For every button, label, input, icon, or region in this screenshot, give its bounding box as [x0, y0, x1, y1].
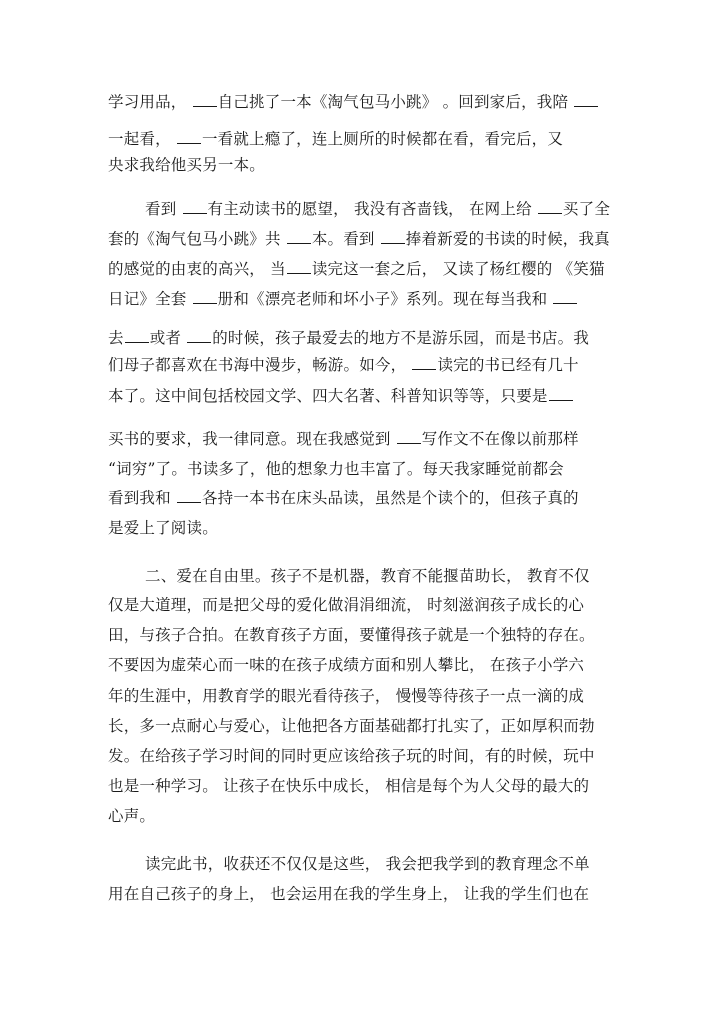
text-line: [108, 259, 605, 279]
fill-in-blank: [193, 92, 217, 107]
text-line: [108, 776, 589, 796]
text-segment: 央求我给他买另一本。: [108, 156, 266, 174]
text-segment: 本了。这中间包括校园文学、四大名著、科普知识等等，只要是: [108, 387, 548, 405]
fill-in-blank: [187, 328, 211, 343]
text-line: [108, 129, 563, 149]
text-segment: 看到: [145, 200, 182, 218]
text-segment: 或者: [149, 329, 187, 347]
text-line: [108, 625, 595, 645]
fill-in-blank: [287, 229, 311, 244]
text-line: [145, 854, 590, 874]
text-segment: 册和《漂亮老师和坏小子》系列。现在每当我和: [217, 290, 553, 308]
text-line: [108, 806, 155, 826]
text-segment: 买了全: [562, 200, 611, 218]
fill-in-blank: [177, 488, 201, 503]
text-segment: 一起看，: [108, 130, 176, 148]
text-line: [108, 459, 564, 479]
text-line: [108, 328, 589, 348]
text-segment: 学习用品，: [108, 93, 192, 111]
text-segment: 各持一本书在床头品读，虽然是个读个的，但孩子真的: [201, 489, 579, 507]
text-line: [145, 566, 590, 586]
text-segment: 读完这一套之后， 又读了杨红樱的 《笑猫: [311, 260, 605, 278]
text-segment: 捧着新爱的书读的时候，我真: [405, 230, 610, 248]
text-segment: 们母子都喜欢在书海中漫步，畅游。如今，: [108, 356, 412, 374]
text-line: [108, 884, 589, 904]
text-segment: 套的《淘气包马小跳》共: [108, 230, 286, 248]
text-line: [108, 289, 578, 309]
text-line: [108, 716, 595, 736]
text-segment: 是爱上了阅读。: [108, 519, 218, 537]
text-segment: 买书的要求，我一律同意。现在我感觉到: [108, 430, 396, 448]
text-line: [108, 386, 574, 406]
fill-in-blank: [549, 386, 573, 401]
text-line: [108, 229, 610, 249]
text-line: [145, 199, 610, 219]
text-line: [108, 355, 579, 375]
text-segment: 发。在给孩子学习时间的同时更应该给孩子玩的时间，有的时候，玩中: [108, 747, 595, 765]
text-line: [108, 595, 584, 615]
text-line: [108, 488, 579, 508]
text-line: [108, 155, 265, 175]
fill-in-blank: [412, 355, 436, 370]
text-segment: 也是一种学习。 让孩子在快乐中成长， 相信是每个为人父母的最大的: [108, 777, 590, 795]
text-line: [108, 518, 218, 538]
text-segment: 仅是大道理，而是把父母的爱化做涓涓细流， 时刻滋润孩子成长的心: [108, 596, 585, 614]
text-segment: 读完此书，收获还不仅仅是这些， 我会把我学到的教育理念不单: [145, 855, 590, 873]
text-segment: 写作文不在像以前那样: [421, 430, 579, 448]
text-segment: 一看就上瘾了，连上厕所的时候都在看，看完后，又: [201, 130, 564, 148]
text-line: [108, 92, 599, 112]
text-line: [108, 686, 584, 706]
text-segment: 有主动读书的愿望， 我没有吝啬钱， 在网上给: [207, 200, 537, 218]
text-segment: 心声。: [108, 807, 156, 825]
text-line: [108, 746, 595, 766]
fill-in-blank: [177, 129, 201, 144]
text-line: [108, 655, 584, 675]
text-segment: 的感觉的由衷的高兴， 当: [108, 260, 286, 278]
fill-in-blank: [397, 429, 421, 444]
fill-in-blank: [287, 259, 311, 274]
fill-in-blank: [574, 92, 598, 107]
text-segment: 日记》全套: [108, 290, 192, 308]
fill-in-blank: [381, 229, 405, 244]
text-segment: 看到我和: [108, 489, 176, 507]
text-segment: 长，多一点耐心与爱心，让他把各方面基础都打扎实了，正如厚积而勃: [108, 717, 595, 735]
text-segment: 的时候，孩子最爱去的地方不是游乐园，而是书店。我: [212, 329, 590, 347]
text-line: [108, 429, 579, 449]
text-segment: 自己挑了一本《淘气包马小跳》 。回到家后，我陪: [217, 93, 574, 111]
text-segment: 年的生涯中，用教育学的眼光看待孩子， 慢慢等待孩子一点一滴的成: [108, 687, 585, 705]
text-segment: 田，与孩子合拍。在教育孩子方面，要懂得孩子就是一个独特的存在。: [108, 626, 595, 644]
text-segment: “词穷”了。书读多了，他的想象力也丰富了。每天我家睡觉前都会: [108, 460, 564, 478]
fill-in-blank: [553, 289, 577, 304]
text-segment: 去: [108, 329, 124, 347]
text-segment: 不要因为虚荣心而一味的在孩子成绩方面和别人攀比， 在孩子小学六: [108, 656, 585, 674]
fill-in-blank: [125, 328, 149, 343]
fill-in-blank: [183, 199, 207, 214]
fill-in-blank: [193, 289, 217, 304]
text-segment: 读完的书已经有几十: [437, 356, 579, 374]
fill-in-blank: [538, 199, 562, 214]
text-segment: 本。看到: [311, 230, 380, 248]
text-segment: 用在自己孩子的身上， 也会运用在我的学生身上， 让我的学生们也在: [108, 885, 590, 903]
text-segment: 二、爱在自由里。孩子不是机器，教育不能揠苗助长， 教育不仅: [145, 567, 590, 585]
